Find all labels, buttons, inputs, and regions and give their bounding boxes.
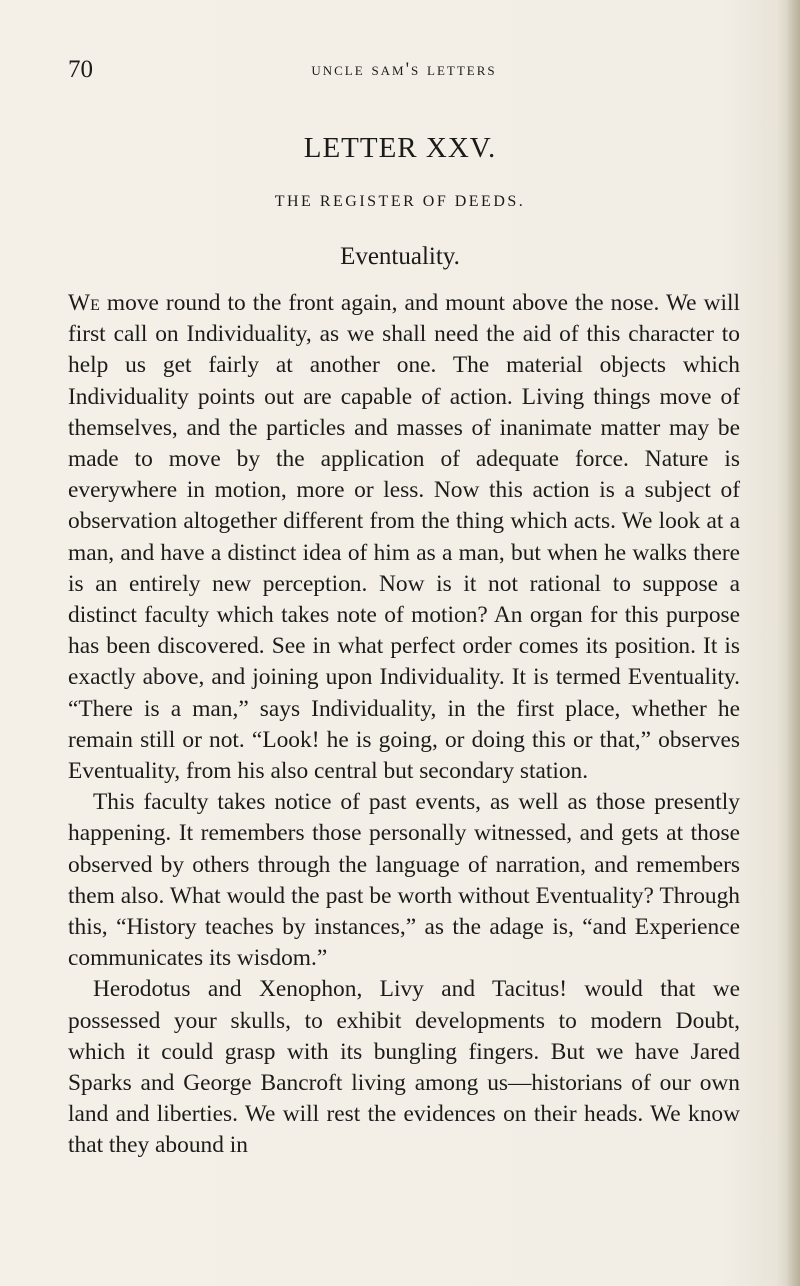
body-text — [68, 288, 740, 1162]
running-title: uncle sam's letters — [311, 59, 497, 80]
paragraph-1-text: move round to the front again, and mount above the nose. We will first call on Individuality, as we shall need the aid of this character to help us get fairly at another one. The material objects which Individuality points out are capable of action. Living things move of themselves, and the particles and masses of inanimate matter may be made to move by the application of adequate force. Nature is everywhere in motion, more or less. Now this action is a subject of observation altogether different from the thing which acts. We look at a man, and have a distinct idea of him as a man, but when he walks there is an entirely new perception. Now is it not rational to suppose a distinct faculty which takes note of motion? An organ for this purpose has been discovered. See in what perfect order comes its position. It is exactly above, and joining upon Individuality. It is termed Eventuality. “There is a man,” says Individuality, in the first place, whether he remain still or not. “Look! he is going, or doing this or that,” observes Eventuality, from his also central but secondary station. — [68, 290, 740, 785]
page-number: 70 — [68, 56, 93, 83]
letter-title: LETTER XXV. — [303, 132, 497, 164]
paragraph-2: This faculty takes notice of past events, as well as those presently happening. It remembers those personally witnessed, and gets at those observed by others through the language of narration, and remembers them also. What would the past be worth without Eventuality? Through this, “History teaches by instances,” as the adage is, “and Experience communicates its wisdom.” — [68, 789, 740, 972]
paragraph-1 — [68, 288, 740, 787]
running-head — [68, 56, 740, 86]
subject-heading: Eventuality. — [340, 243, 460, 270]
paragraph-3: Herodotus and Xenophon, Livy and Tacitus! would that we possessed your skulls, to exhibit developments to modern Doubt, which it could grasp with its bungling fingers. But we have Jared Sparks and George Bancroft living among us—historians of our own land and liberties. We will rest the evidences on their heads. We know that they abound in — [68, 976, 740, 1159]
section-title: THE REGISTER OF DEEDS. — [274, 193, 526, 210]
paragraph-1-lead-word: We — [68, 290, 100, 316]
